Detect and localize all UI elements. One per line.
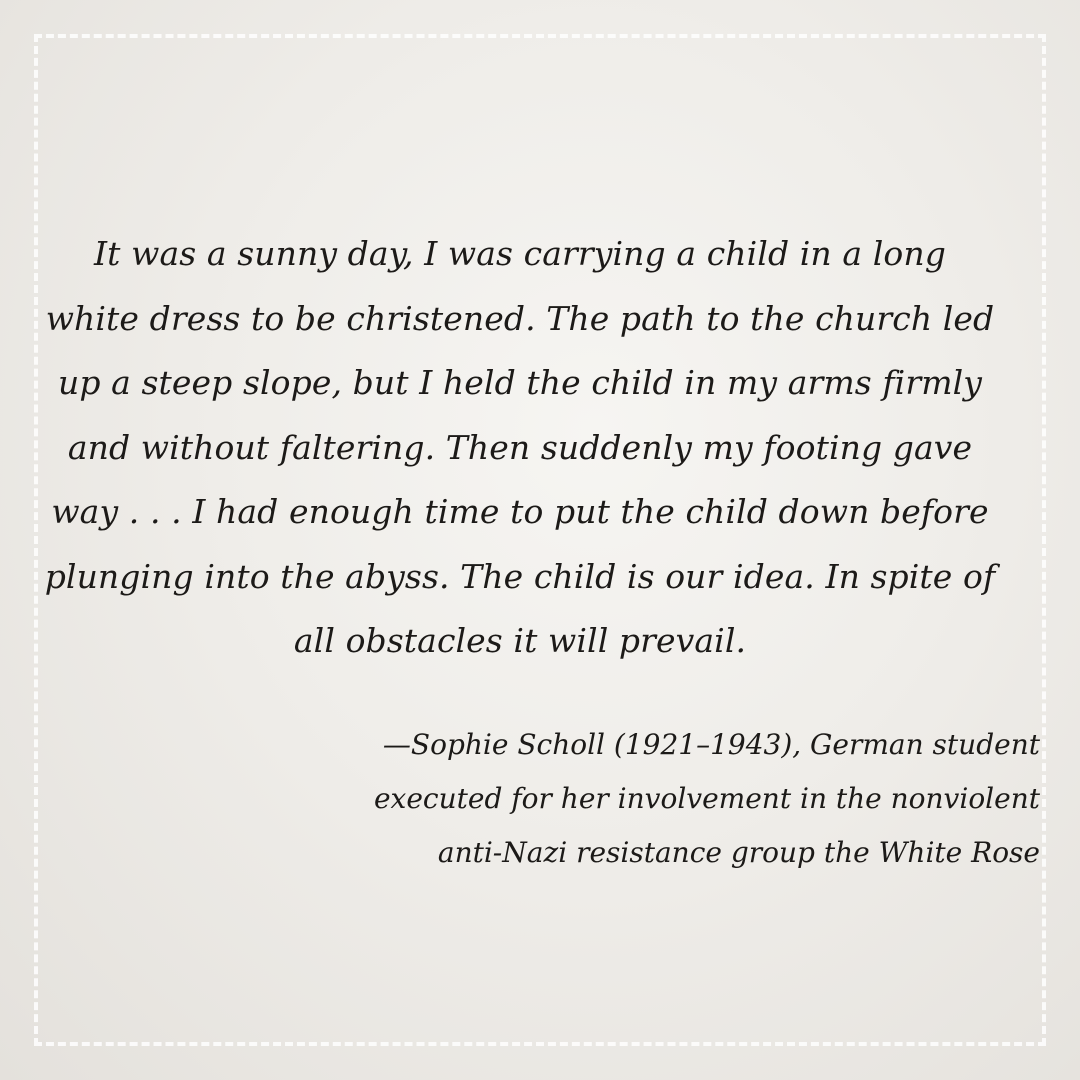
attribution-line: —Sophie Scholl (1921–1943), German student — [382, 728, 1040, 761]
quote-line: It was a sunny day, I was carrying a child in a long — [94, 234, 946, 273]
quote-line: up a steep slope, but I held the child in my arms firmly — [57, 363, 982, 402]
quote-text — [30, 222, 1010, 674]
quote-line: way . . . I had enough time to put the child down before — [51, 492, 989, 531]
quote-line: plunging into the abyss. The child is our idea. In spite of — [44, 556, 996, 596]
quote-line: all obstacles it will prevail. — [293, 621, 747, 660]
quote-attribution — [280, 718, 1040, 880]
attribution-line: anti-Nazi resistance group the White Rose — [437, 836, 1040, 869]
attribution-line: executed for her involvement in the nonviolent — [373, 782, 1040, 815]
quote-line: and without faltering. Then suddenly my footing gave — [67, 427, 973, 467]
quote-line: white dress to be christened. The path to the church led — [45, 298, 995, 338]
